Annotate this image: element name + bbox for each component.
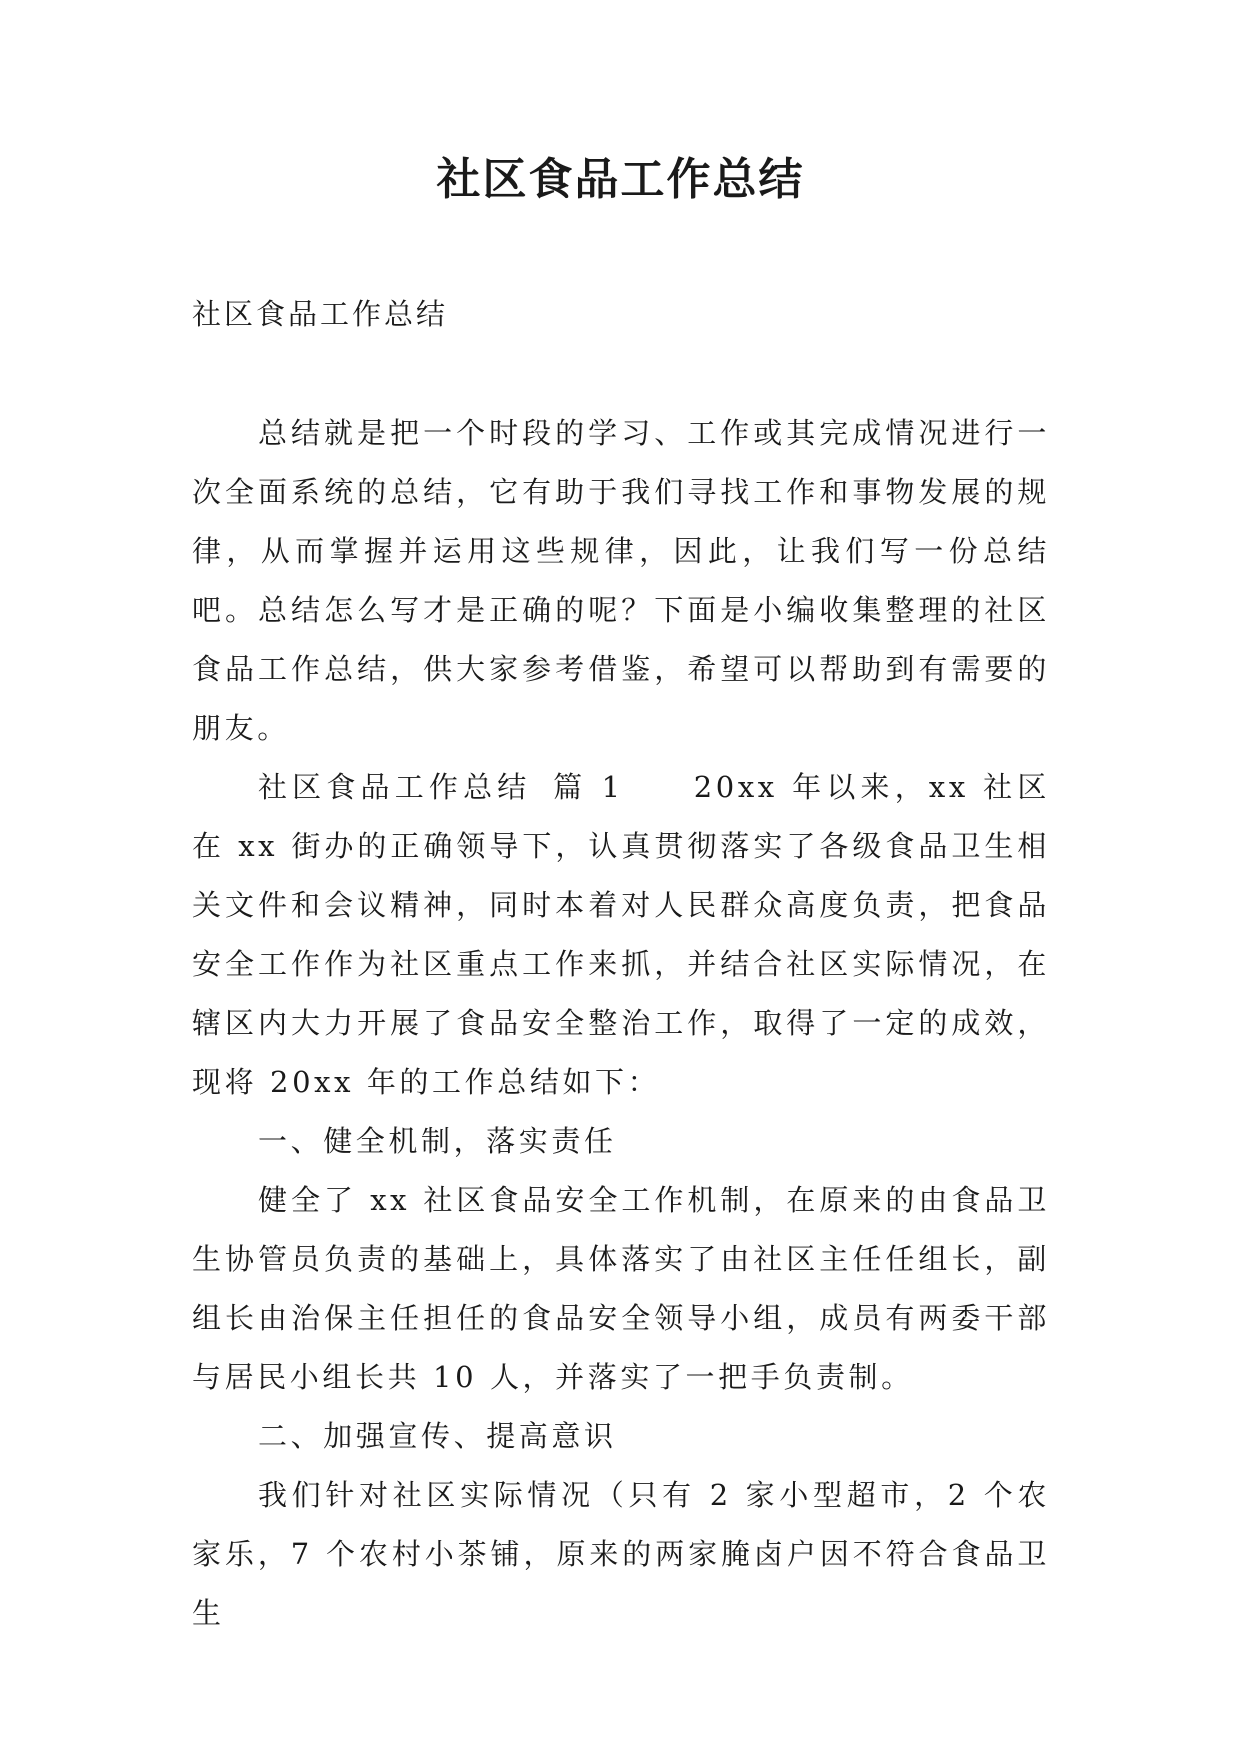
section1-paragraph: 健全了 xx 社区食品安全工作机制，在原来的由食品卫生协管员负责的基础上，具体落实了由社区主任任组长，副组长由治保主任担任的食品安全领导小组，成员有两委干部与居民小组长共 10 人，并落实了一把手负责制。: [192, 1183, 1050, 1394]
part-heading: 社区食品工作总结: [258, 770, 532, 804]
document-title: 社区食品工作总结: [436, 154, 805, 205]
part-text: 20xx 年以来，xx 社区在 xx 街办的正确领导下，认真贯彻落实了各级食品卫生相关文件和会议精神，同时本着对人民群众高度负责，把食品安全工作作为社区重点工作来抓，并结合社区实际情况，在辖区内大力开展了食品安全整治工作，取得了一定的成效，现将 20xx 年的工作总结如下：: [192, 770, 1050, 1099]
section2-heading: 二、加强宣传、提高意识: [258, 1419, 617, 1453]
section2-paragraph: 我们针对社区实际情况（只有 2 家小型超市，2 个农家乐，7 个农村小茶铺，原来的两家腌卤户因不符合食品卫生: [192, 1478, 1050, 1630]
document-subtitle: 社区食品工作总结: [192, 297, 449, 331]
part-label: 篇 1: [551, 770, 624, 804]
intro-paragraph: 总结就是把一个时段的学习、工作或其完成情况进行一次全面系统的总结，它有助于我们寻找工作和事物发展的规律，从而掌握并运用这些规律，因此，让我们写一份总结吧。总结怎么写才是正确的呢？下面是小编收集整理的社区食品工作总结，供大家参考借鉴，希望可以帮助到有需要的朋友。: [192, 416, 1050, 745]
section1-heading: 一、健全机制，落实责任: [258, 1124, 617, 1158]
part-paragraph: [192, 758, 1050, 1112]
document-body: [192, 404, 1050, 1643]
